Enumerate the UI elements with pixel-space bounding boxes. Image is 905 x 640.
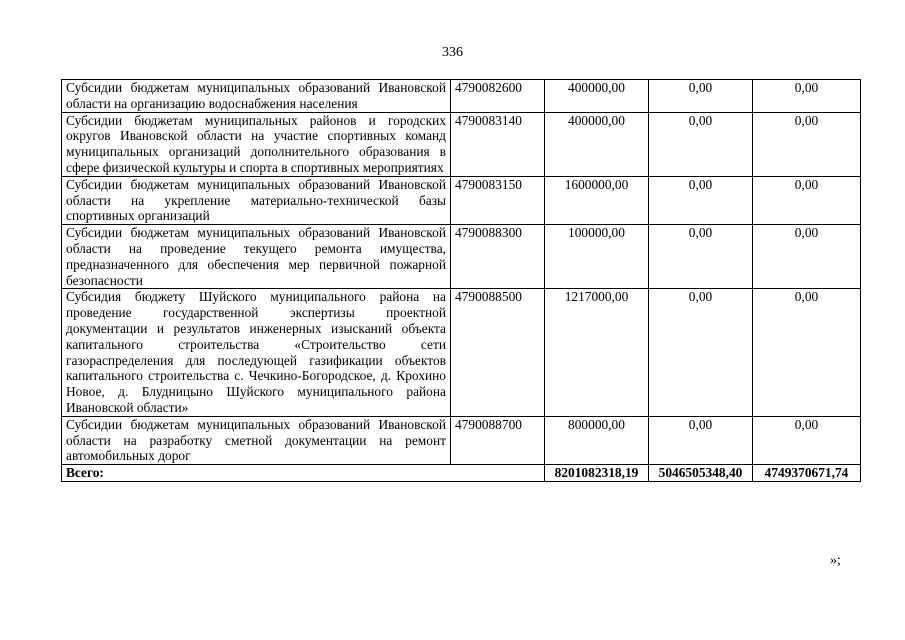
row-code: 4790083140: [451, 112, 545, 176]
row-value-1: 1600000,00: [545, 176, 649, 224]
row-value-1: 400000,00: [545, 80, 649, 113]
table-row: [62, 112, 861, 176]
table-row: [62, 289, 861, 416]
row-value-2: 0,00: [649, 80, 753, 113]
table-row: [62, 225, 861, 289]
row-value-2: 0,00: [649, 416, 753, 464]
row-code: 4790088300: [451, 225, 545, 289]
table-row: [62, 80, 861, 113]
row-value-3: 0,00: [753, 289, 861, 416]
total-row: [62, 465, 861, 482]
row-value-3: 0,00: [753, 112, 861, 176]
budget-table: [61, 79, 861, 482]
total-label: Всего:: [62, 465, 545, 482]
row-value-3: 0,00: [753, 176, 861, 224]
total-value-1: 8201082318,19: [545, 465, 649, 482]
row-value-1: 800000,00: [545, 416, 649, 464]
row-description: Субсидии бюджетам муниципальных районов и городских округов Ивановской области на участие спортивных команд муниципальных организаций дополнительного образования в сфере физической культуры и спорта в спортивных мероприятиях: [62, 112, 451, 176]
row-description: Субсидия бюджету Шуйского муниципального района на проведение государственной экспертизы проектной документации и результатов инженерных изысканий объекта капитального строительства «Строительство сети газораспределения для последующей газификации объектов капитального строительства с. Чечкино-Богородское, д. Крохино Новое, д. Блудницыно Шуйского муниципального района Ивановской области»: [62, 289, 451, 416]
total-value-3: 4749370671,74: [753, 465, 861, 482]
row-description: Субсидии бюджетам муниципальных образований Ивановской области на организацию водоснабжения населения: [62, 80, 451, 113]
row-value-2: 0,00: [649, 176, 753, 224]
row-value-3: 0,00: [753, 416, 861, 464]
closing-quote-mark: »;: [830, 553, 841, 568]
row-code: 4790082600: [451, 80, 545, 113]
row-code: 4790088500: [451, 289, 545, 416]
row-value-2: 0,00: [649, 289, 753, 416]
row-code: 4790088700: [451, 416, 545, 464]
row-value-3: 0,00: [753, 225, 861, 289]
row-description: Субсидии бюджетам муниципальных образований Ивановской области на разработку сметной документации на ремонт автомобильных дорог: [62, 416, 451, 464]
page-number: 336: [442, 45, 463, 60]
row-description: Субсидии бюджетам муниципальных образований Ивановской области на укрепление материально-технической базы спортивных организаций: [62, 176, 451, 224]
row-value-2: 0,00: [649, 112, 753, 176]
total-value-2: 5046505348,40: [649, 465, 753, 482]
row-value-1: 1217000,00: [545, 289, 649, 416]
row-value-3: 0,00: [753, 80, 861, 113]
row-value-1: 400000,00: [545, 112, 649, 176]
row-value-1: 100000,00: [545, 225, 649, 289]
table-row: [62, 416, 861, 464]
row-value-2: 0,00: [649, 225, 753, 289]
row-code: 4790083150: [451, 176, 545, 224]
row-description: Субсидии бюджетам муниципальных образований Ивановской области на проведение текущего ремонта имущества, предназначенного для обеспечения мер первичной пожарной безопасности: [62, 225, 451, 289]
table-row: [62, 176, 861, 224]
